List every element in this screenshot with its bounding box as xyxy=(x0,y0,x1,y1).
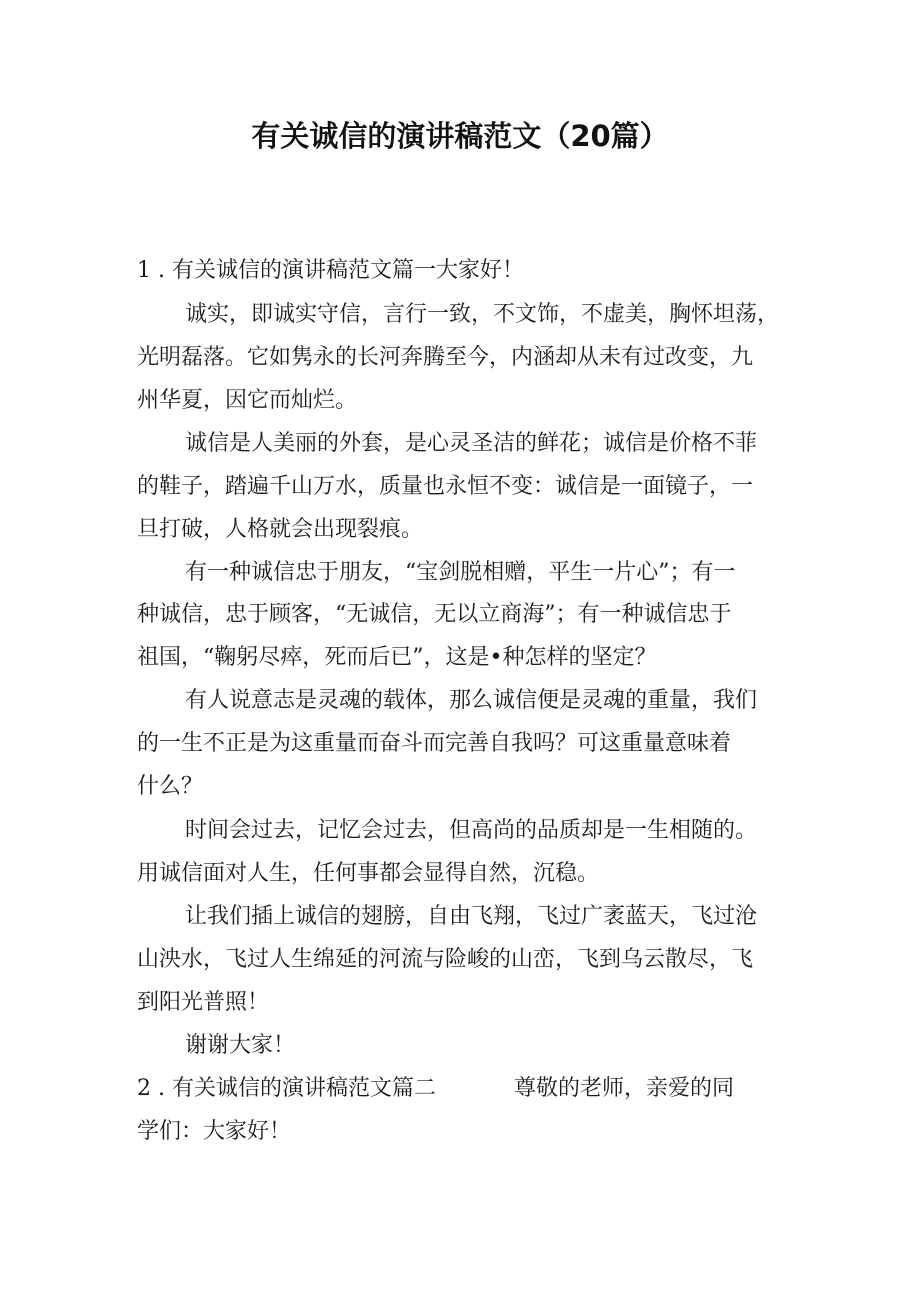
section-2-line xyxy=(137,1068,734,1110)
paragraph-line: 光明磊落。它如隽永的长河奔腾至今，内涵却从未有过改变，九 xyxy=(137,345,754,370)
paragraph-line: 有一种诚信忠于朋友，“宝剑脱相赠，平生一片心”；有一 xyxy=(185,560,736,585)
paragraph-line: 种诚信，忠于顾客，“无诚信，无以立商海”；有一种诚信忠于 xyxy=(137,602,732,627)
paragraph-line: 州华夏，因它而灿烂。 xyxy=(137,388,358,413)
paragraph-line: 用诚信面对人生，任何事都会显得自然，沉稳。 xyxy=(137,861,600,886)
section-2-opening: 尊敬的老师，亲爱的同 xyxy=(513,1076,734,1101)
paragraph-line: 山泱水，飞过人生绵延的河流与险峻的山峦，飞到乌云散尽，飞 xyxy=(137,947,754,972)
paragraph-line: 诚实，即诚实守信，言行一致，不文饰，不虚美，胸怀坦荡， xyxy=(185,302,780,327)
paragraph-line: 让我们插上诚信的翅膀，自由飞翔，飞过广袤蓝天，飞过沧 xyxy=(185,904,758,929)
paragraph-line: 诚信是人美丽的外套，是心灵圣洁的鲜花；诚信是价格不菲 xyxy=(185,431,758,456)
section-2-heading: 2 . 有关诚信的演讲稿范文篇二 xyxy=(137,1076,436,1101)
paragraph-line: 谢谢大家！ xyxy=(185,1033,296,1058)
paragraph-line: 的一生不正是为这重量而奋斗而完善自我吗？可这重量意味着 xyxy=(137,731,732,756)
paragraph-line: 什么？ xyxy=(137,774,204,799)
document-title: 有关诚信的演讲稿范文（20篇） xyxy=(251,119,669,153)
section-1-heading: 1 . 有关诚信的演讲稿范文篇一大家好！ xyxy=(137,258,524,283)
paragraph-line: 旦打破，人格就会出现裂痕。 xyxy=(137,517,424,542)
paragraph-line: 学们：大家好！ xyxy=(137,1119,292,1144)
paragraph-line: 到阳光普照！ xyxy=(137,990,270,1015)
paragraph-line: 祖国，“鞠躬尽瘁，死而后已”，这是•种怎样的坚定？ xyxy=(137,645,657,670)
paragraph-line: 时间会过去，记忆会过去，但高尚的品质却是一生相随的。 xyxy=(185,818,758,843)
paragraph-line: 的鞋子，踏遍千山万水，质量也永恒不变：诚信是一面镜子，一 xyxy=(137,474,754,499)
paragraph-line: 有人说意志是灵魂的载体，那么诚信便是灵魂的重量，我们 xyxy=(185,688,758,713)
